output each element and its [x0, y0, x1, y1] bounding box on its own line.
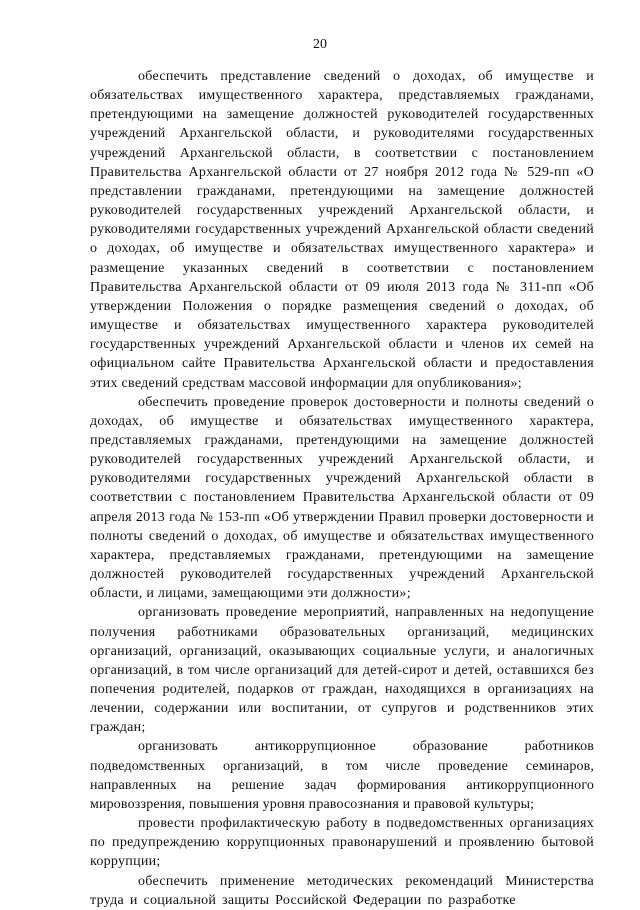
- paragraph-income-disclosure: обеспечить представление сведений о доходах, об имуществе и обязательствах имущественного характера, представляемых гражданами, претендующими на замещение должностей руководителей государственных учреждений Архангельской области, и руководителями государственных учреждений Архангельской области, в соответствии с постановлением Правительства Архангельской области от 27 ноября 2012 года № 529-пп «О представлении гражданами, претендующими на замещение должностей руководителей государственных учреждений Архангельской области, и руководителями государственных учреждений Архангельской области сведений о доходах, об имуществе и обязательствах имущественного характера» и размещение указанных сведений в соответствии с постановлением Правительства Архангельской области от 09 июля 2013 года № 311-пп «Об утверждении Положения о порядке размещения сведений о доходах, об имуществе и обязательствах имущественного характера руководителей государственных учреждений Архангельской области и членов их семей на официальном сайте Правительства Архангельской области и предоставления этих сведений средствам массовой информации для опубликования»;: [90, 69, 594, 391]
- page-number: 20: [313, 37, 327, 52]
- paragraph-anticorruption-education: организовать антикоррупционное образование работников подведомственных организаций, в том числе проведение семинаров, направленных на решение задач формирования антикоррупционного мировоззрения, повышения уровня правосознания и правовой культуры;: [90, 739, 594, 812]
- paragraph-verification-checks: обеспечить проведение проверок достоверности и полноты сведений о доходах, об имуществе и обязательствах имущественного характера, представляемых гражданами, претендующими на замещение должностей руководителей государственных учреждений Архангельской области, и руководителями государственных учреждений Архангельской области в соответствии с постановлением Правительства Архангельской области от 09 апреля 2013 года № 153-пп «Об утверждении Правил проверки достоверности и полноты сведений о доходах, об имуществе и обязательствах имущественного характера, представляемых гражданами, претендующими на замещение должностей руководителей государственных учреждений Архангельской области, и лицами, замещающими эти должности»;: [90, 394, 594, 602]
- paragraph-gift-prevention: организовать проведение мероприятий, направленных на недопущение получения работниками образовательных организаций, медицинских организаций, организаций, оказывающих социальные услуги, и аналогичных организаций, в том числе организаций для детей-сирот и детей, оставшихся без попечения родителей, подарков от граждан, находящихся в организациях на лечении, содержании или воспитании, от супругов и родственников этих граждан;: [90, 605, 594, 736]
- document-body: [90, 67, 594, 910]
- paragraph-methodical-recommendations: обеспечить применение методических рекомендаций Министерства труда и социальной защиты Российской Федерации по разработке: [90, 873, 594, 908]
- paragraph-preventive-work: провести профилактическую работу в подведомственных организациях по предупреждению коррупционных правонарушений и проявлению бытовой коррупции;: [90, 816, 594, 870]
